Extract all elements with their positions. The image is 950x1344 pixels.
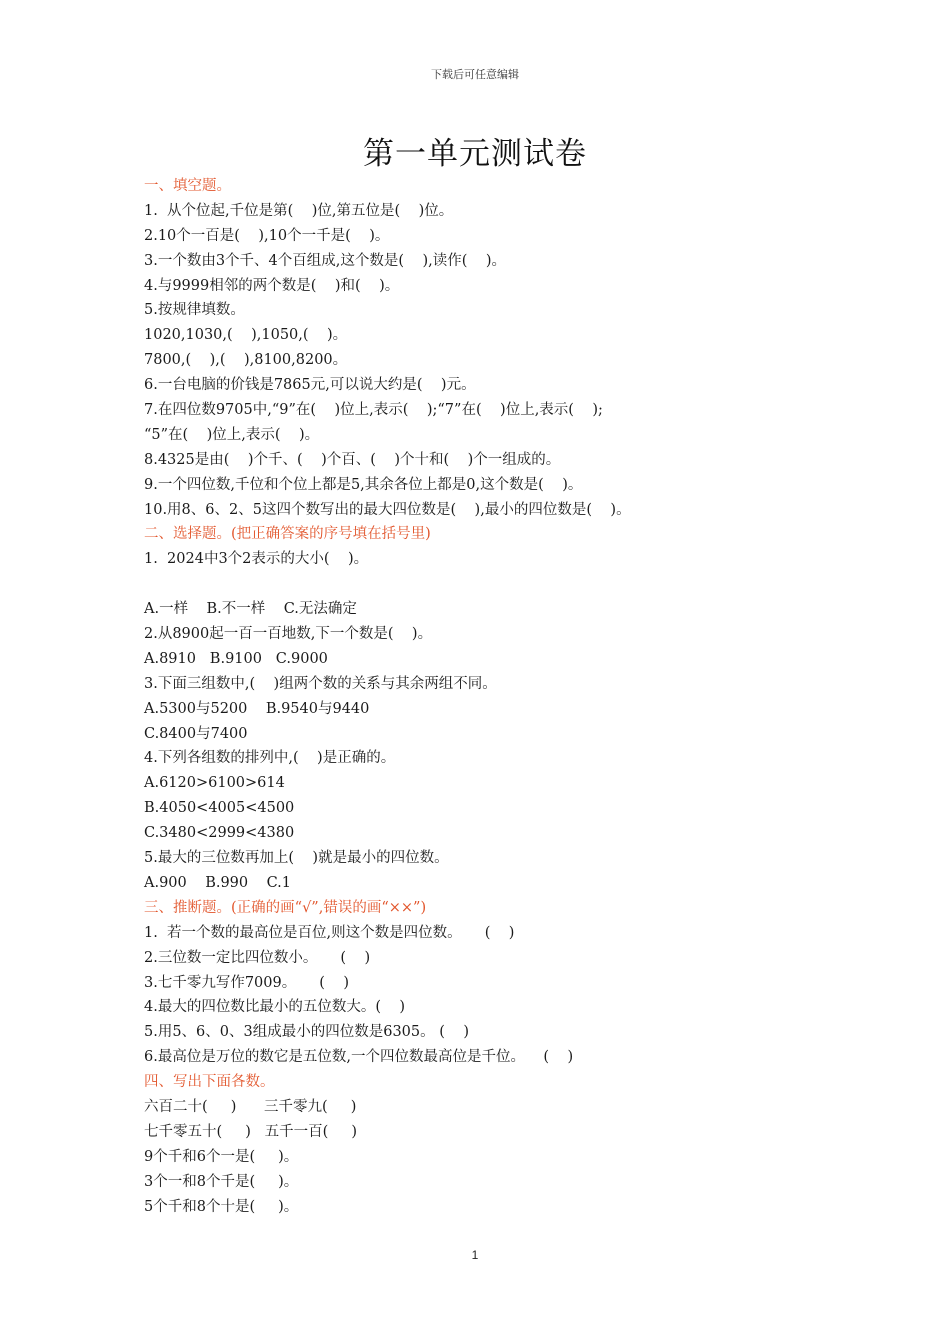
page-number: 1 <box>471 1248 479 1262</box>
question-line: A.一样 B.不一样 C.无法确定 <box>144 601 357 618</box>
section-heading-true-false: 三、推断题。(正确的画“√”,错误的画“××”) <box>144 899 427 916</box>
blank-spacer <box>144 572 824 597</box>
test-paper-body <box>144 174 824 1219</box>
section-heading-fill-blank: 一、填空题。 <box>144 178 231 194</box>
page-title: 第一单元测试卷 <box>363 136 587 172</box>
question-line: 8.4325是由( )个千、( )个百、( )个十和( )个一组成的。 <box>144 451 561 468</box>
question-line: 4.与9999相邻的两个数是( )和( )。 <box>144 277 400 294</box>
question-line: A.5300与5200 B.9540与9440 <box>144 700 370 717</box>
question-line: 5个千和8个十是( )。 <box>144 1198 299 1215</box>
section-heading-write-numbers: 四、写出下面各数。 <box>144 1074 275 1091</box>
question-line: 3个一和8个千是( )。 <box>144 1173 299 1190</box>
question-line: 6.最高位是万位的数它是五位数,一个四位数最高位是千位。 ( ) <box>144 1049 574 1066</box>
question-line: 3.一个数由3个千、4个百组成,这个数是( ),读作( )。 <box>144 252 507 269</box>
question-line: 7.在四位数9705中,“9”在( )位上,表示( );“7”在( )位上,表示( ); <box>144 402 603 419</box>
question-line: A.8910 B.9100 C.9000 <box>144 650 328 667</box>
question-line: 4.最大的四位数比最小的五位数大。( ) <box>144 999 406 1016</box>
section-heading-multiple-choice: 二、选择题。(把正确答案的序号填在括号里) <box>144 526 431 543</box>
question-line: 3.七千零九写作7009。 ( ) <box>144 974 350 991</box>
question-line: 1. 若一个数的最高位是百位,则这个数是四位数。 ( ) <box>144 924 515 941</box>
question-line: 1020,1030,( ),1050,( )。 <box>144 327 348 344</box>
question-line: 5.按规律填数。 <box>144 302 245 319</box>
question-line: 3.下面三组数中,( )组两个数的关系与其余两组不同。 <box>144 675 497 692</box>
question-line: 2.三位数一定比四位数小。 ( ) <box>144 949 371 966</box>
question-line: C.8400与7400 <box>144 725 248 742</box>
question-line: A.900 B.990 C.1 <box>144 874 291 891</box>
question-line: A.6120>6100>614 <box>144 775 285 792</box>
question-line: 2.从8900起一百一百地数,下一个数是( )。 <box>144 626 433 643</box>
question-line: 1. 从个位起,千位是第( )位,第五位是( )位。 <box>144 202 454 219</box>
question-line: B.4050<4005<4500 <box>144 800 295 817</box>
question-line: C.3480<2999<4380 <box>144 825 295 842</box>
question-line: 5.用5、6、0、3组成最小的四位数是6305。 ( ) <box>144 1024 469 1041</box>
question-line: 5.最大的三位数再加上( )就是最小的四位数。 <box>144 850 449 867</box>
question-line: “5”在( )位上,表示( )。 <box>144 426 320 443</box>
question-line: 2.10个一百是( ),10个一千是( )。 <box>144 227 390 244</box>
question-line: 9.一个四位数,千位和个位上都是5,其余各位上都是0,这个数是( )。 <box>144 476 583 493</box>
question-line: 6.一台电脑的价钱是7865元,可以说大约是( )元。 <box>144 377 476 394</box>
question-line: 10.用8、6、2、5这四个数写出的最大四位数是( ),最小的四位数是( )。 <box>144 501 631 518</box>
question-line: 1. 2024中3个2表示的大小( )。 <box>144 551 369 568</box>
question-line: 7800,( ),( ),8100,8200。 <box>144 352 348 369</box>
question-line: 七千零五十( ) 五千一百( ) <box>144 1123 358 1140</box>
question-line: 六百二十( ) 三千零九( ) <box>144 1098 357 1115</box>
question-line: 4.下列各组数的排列中,( )是正确的。 <box>144 750 396 767</box>
question-line: 9个千和6个一是( )。 <box>144 1148 299 1165</box>
header-note: 下载后可任意编辑 <box>431 68 519 81</box>
